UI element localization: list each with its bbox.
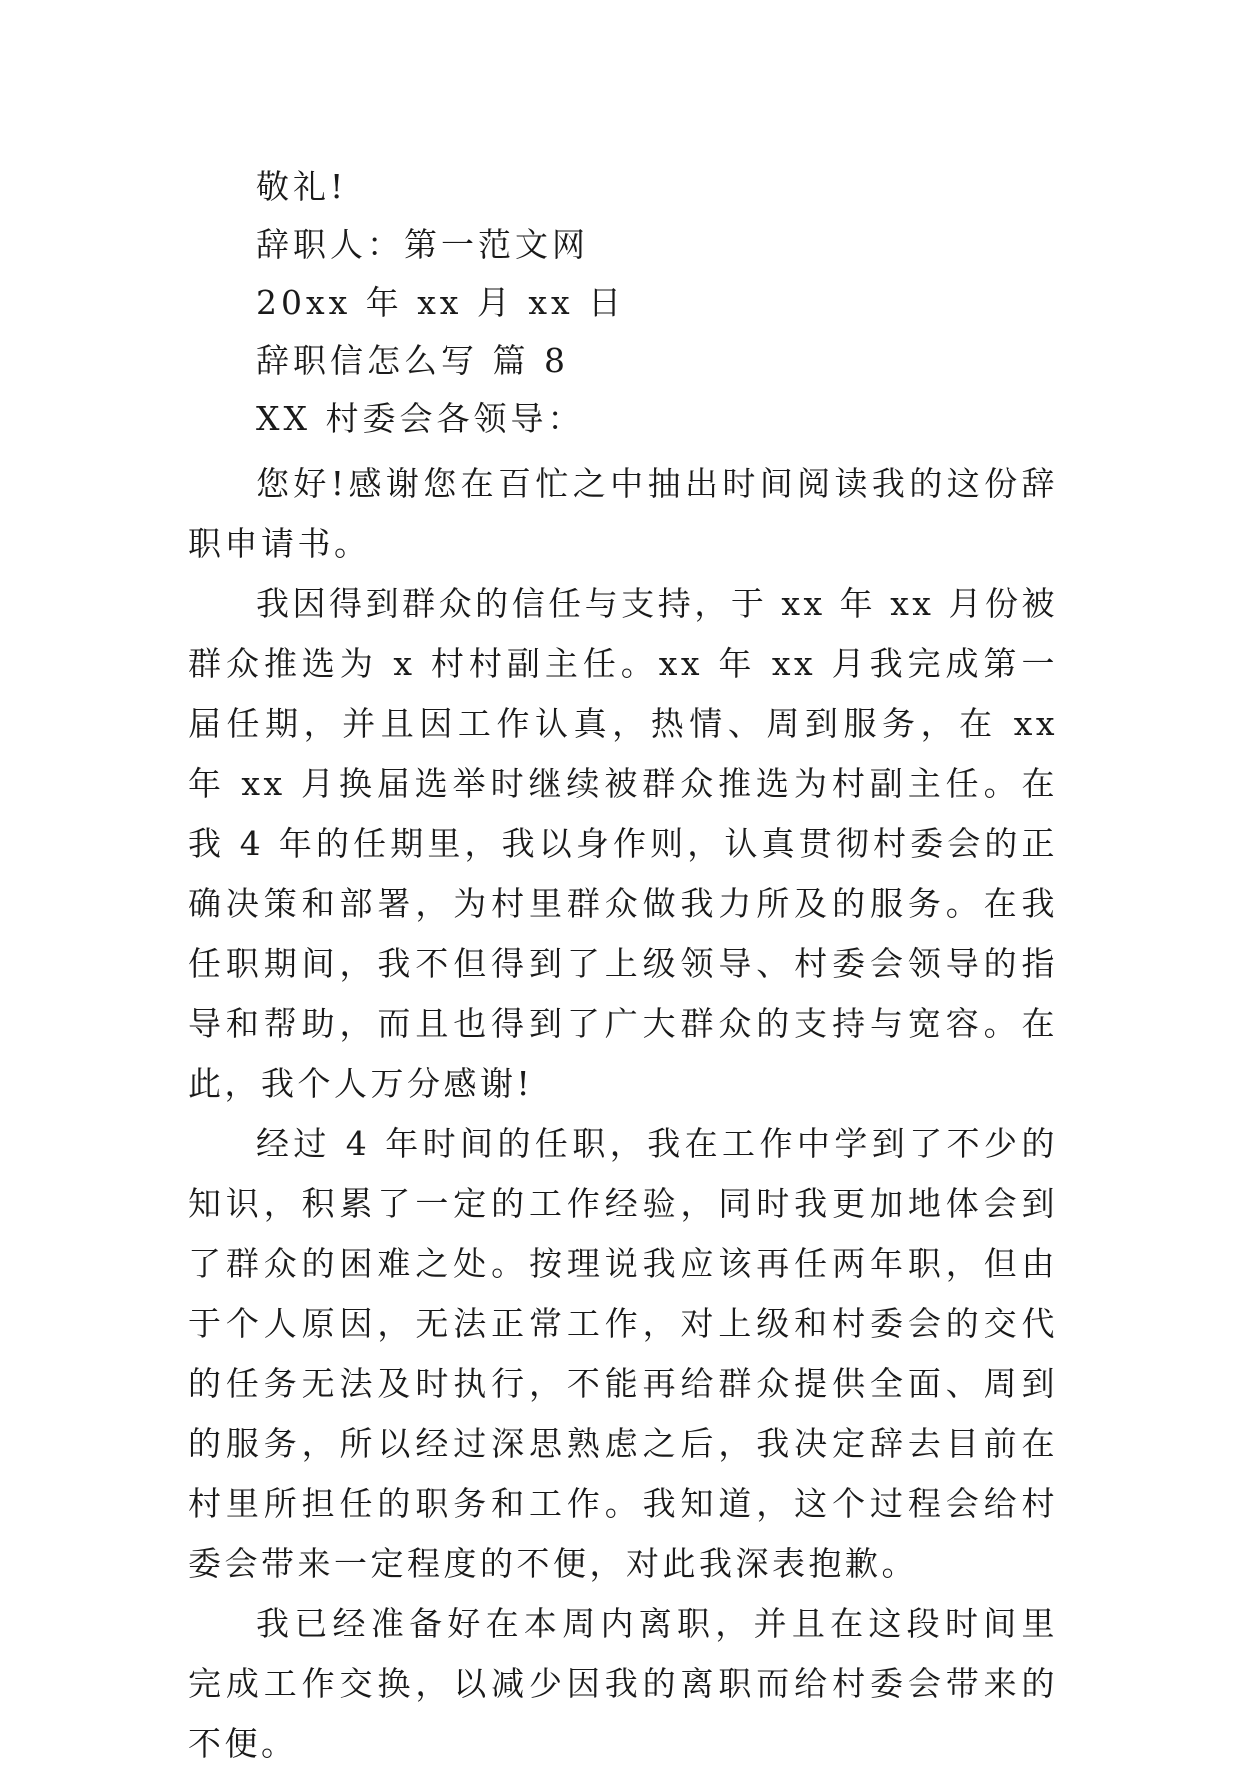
document-body [188, 158, 1058, 1774]
paragraph-background: 我因得到群众的信任与支持，于 xx 年 xx 月份被群众推选为 x 村村副主任。xx 年 xx 月我完成第一届任期，并且因工作认真，热情、周到服务，在 xx 年 xx 月换届选举时继续被群众推选为村副主任。在我 4 年的任期里，我以身作则，认真贯彻村委会的正确决策和部署，为村里群众做我力所及的服务。在我任职期间，我不但得到了上级领导、村委会领导的指导和帮助，而且也得到了广大群众的支持与宽容。在此，我个人万分感谢! [188, 584, 1058, 1103]
date-line: 20xx 年 xx 月 xx 日 [256, 283, 626, 322]
salutation-line: XX 村委会各领导： [256, 399, 585, 438]
signature-line: 辞职人：第一范文网 [256, 225, 589, 264]
paragraph-greeting: 您好!感谢您在百忙之中抽出时间阅读我的这份辞职申请书。 [188, 464, 1058, 563]
paragraph-reason: 经过 4 年时间的任职，我在工作中学到了不少的知识，积累了一定的工作经验，同时我更加地体会到了群众的困难之处。按理说我应该再任两年职，但由于个人原因，无法正常工作，对上级和村委会的交代的任务无法及时执行，不能再给群众提供全面、周到的服务，所以经过深思熟虑之后，我决定辞去目前在村里所担任的职务和工作。我知道，这个过程会给村委会带来一定程度的不便，对此我深表抱歉。 [188, 1124, 1058, 1583]
section-heading: 辞职信怎么写 篇 8 [256, 341, 569, 380]
closing-line: 敬礼! [256, 167, 348, 206]
paragraph-handover: 我已经准备好在本周内离职，并且在这段时间里完成工作交换，以减少因我的离职而给村委会带来的不便。 [188, 1604, 1058, 1763]
